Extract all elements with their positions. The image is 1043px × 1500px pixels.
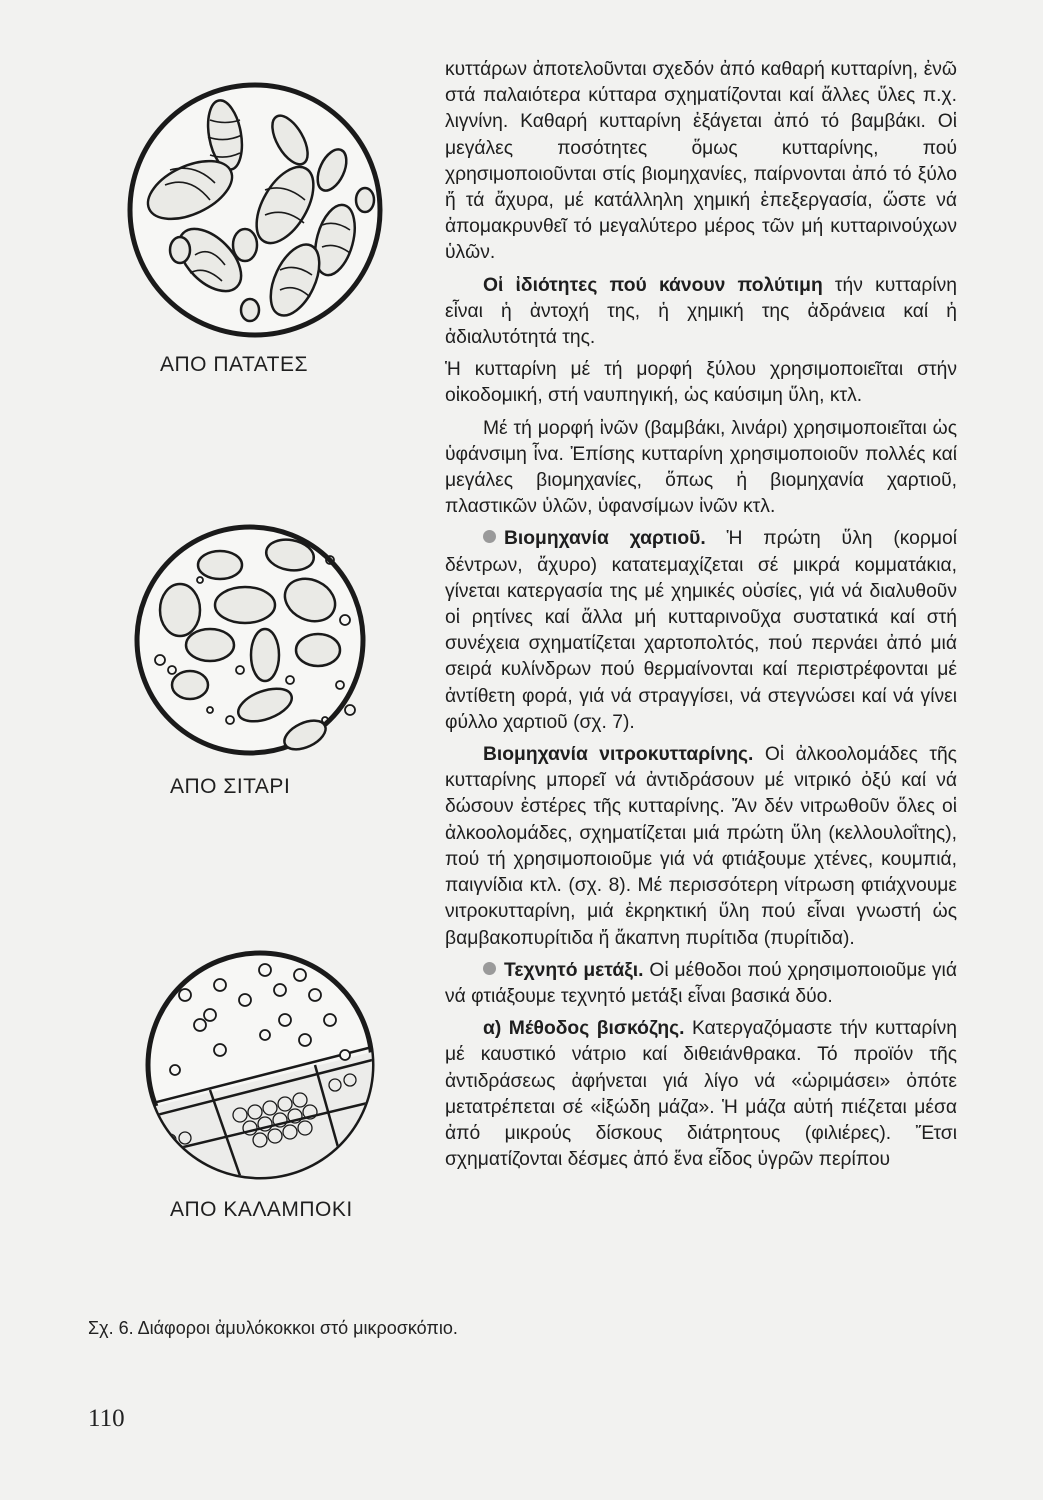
heading-paper-industry: Βιομηχανία χαρτιοῦ.: [504, 528, 706, 550]
potato-starch-micrograph: [60, 75, 450, 345]
paragraph-paper-industry: [445, 526, 957, 736]
paragraph-nitrocellulose: [445, 742, 957, 952]
potato-label: ΑΠΟ ΠΑΤΑΤΕΣ: [160, 353, 308, 376]
heading-properties: Οἱ ἰδιότητες πού κάνουν πολύτιμη: [483, 274, 823, 296]
artificial-silk-text: Οἱ μέθοδοι πού χρησιμοποιοῦμε γιά νά φτιάξουμε τεχνητό μετάξι εἶναι βασικά δύο.: [445, 959, 957, 1007]
paragraph-viscose-method: [445, 1016, 957, 1173]
heading-nitrocellulose: Βιομηχανία νιτροκυτταρίνης.: [483, 744, 754, 766]
figure-wheat-starch: [60, 520, 450, 830]
figure-corn-starch: [60, 940, 450, 1270]
viscose-method-text: Κατεργαζόμαστε τήν κυτταρίνη μέ καυστικό νάτριο καί διθειάνθρακα. Τό προϊόν τῆς ἀντιδράσεως ἀφήνεται γιά λίγο νά «ὡριμάσει» ὁπότε μετατρέπεται σέ «ἰξώδη μάζα». Ἡ μάζα αὐτή πιέζεται μέσα ἀπό μικρούς δίσκους διάτρητους (φιλιέρες). Ἔτσι σχηματίζονται δέσμες ἀπό ἕνα εἶδος ὑγρῶν περίπου: [445, 1018, 957, 1171]
paper-industry-text: Ἡ πρώτη ὕλη (κορμοί δέντρων, ἄχυρο) κατατεμαχίζεται σέ μικρά κομματάκια, γίνεται κατεργασία της μέ χημικές οὐσίες, γιά νά διαλυθοῦν οἱ ρητίνες καί ἄλλα μή κυτταρινοῦχα συστατικά καί στή συνέχεια σχηματίζεται χαρτοπολτός, πού περνάει ἀπό μιά σειρά κυλίνδρων πού θερμαίνονται καί περιστρέφονται μέ ἀντίθετη φορά, γιά νά στραγγίσει, νά στεγνώσει καί νά γίνει φύλλο χαρτιοῦ (σχ. 7).: [445, 528, 957, 733]
figure-caption: Σχ. 6. Διάφοροι ἀμυλόκοκκοι στό μικροσκόπιο.: [88, 1318, 458, 1338]
paragraph-wood-uses: Ἡ κυτταρίνη μέ τή μορφή ξύλου χρησιμοποιεῖται στήν οἰκοδομική, στή ναυπηγική, ὡς καύσιμη ὕλη, κτλ.: [445, 359, 957, 407]
body-text-column: [445, 57, 957, 1179]
corn-label: ΑΠΟ ΚΑΛΑΜΠΟΚΙ: [170, 1198, 353, 1221]
nitrocellulose-text: Οἱ ἀλκοολομάδες τῆς κυτταρίνης μπορεῖ νά ἀντιδράσουν μέ νιτρικό ὀξύ καί νά δώσουν ἐστέρες τῆς κυτταρίνης. Ἄν δέν νιτρωθοῦν ὅλες οἱ ἀλκοολομάδες, σχηματίζεται μιά πρώτη ὕλη (κελλουλοΐτης), πού τή χρησιμοποιοῦμε γιά νά φτιάξουμε χτένες, κουμπιά, παιγνίδια κτλ. (σχ. 8). Μέ περισσότερη νίτρωση φτιάχνουμε νιτροκυτταρίνη, μιά ἐκρηκτική ὕλη πού εἶναι γνωστή ὡς βαμβακοπυρίτιδα ἤ ἄκαπνη πυρίτιδα (πυρίτιδα).: [445, 744, 957, 949]
properties-text: τήν κυτταρίνη εἶναι ἡ ἀντοχή της, ἡ χημική της ἀδράνεια καί ἡ ἀδιαλυτότητά της.: [445, 274, 957, 349]
figure-column: [60, 55, 458, 1485]
wheat-label: ΑΠΟ ΣΙΤΑΡΙ: [170, 775, 291, 798]
corn-starch-micrograph: [60, 940, 450, 1190]
paragraph-artificial-silk: [445, 958, 957, 1010]
heading-artificial-silk: Τεχνητό μετάξι.: [504, 959, 644, 981]
paragraph-cellulose-sources: κυττάρων ἀποτελοῦνται σχεδόν ἀπό καθαρή κυτταρίνη, ἐνῶ στά παλαιότερα κύτταρα σχηματίζονται καί ἄλλες ὕλες π.χ. λιγνίνη. Καθαρή κυτταρίνη ἐξάγεται ἀπό τό βαμβάκι. Οἱ μεγάλες ποσότητες ὅμως κυτταρίνης, πού χρησιμοποιοῦνται στίς βιομηχανίες, παίρνονται ἀπό τό ξύλο ἤ τά ἄχυρα, μέ κατάλληλη χημική ἐπεξεργασία, ὥστε νά ἀπομακρυνθεῖ τό μεγαλύτερο μέρος τῶν μή κυτταρινούχων ὑλῶν.: [445, 59, 957, 264]
page-number: 110: [88, 1405, 125, 1432]
bullet-icon: [483, 962, 496, 975]
wheat-starch-micrograph: [60, 520, 450, 770]
paragraph-fiber-uses: Μέ τή μορφή ἰνῶν (βαμβάκι, λινάρι) χρησιμοποιεῖται ὡς ὑφάνσιμη ἶνα. Ἐπίσης κυτταρίνη χρησιμοποιοῦν πολλές καί μεγάλες βιομηχανίες, ὅπως ἡ βιομηχανία χαρτιοῦ, πλαστικῶν ὑλῶν, ὑφανσίμων ἰνῶν κτλ.: [445, 417, 957, 518]
paragraph-cellulose-properties: [445, 273, 957, 352]
heading-viscose-method: α) Μέθοδος βισκόζης.: [483, 1018, 685, 1040]
bullet-icon: [483, 530, 496, 543]
figure-potato-starch: [60, 75, 450, 385]
